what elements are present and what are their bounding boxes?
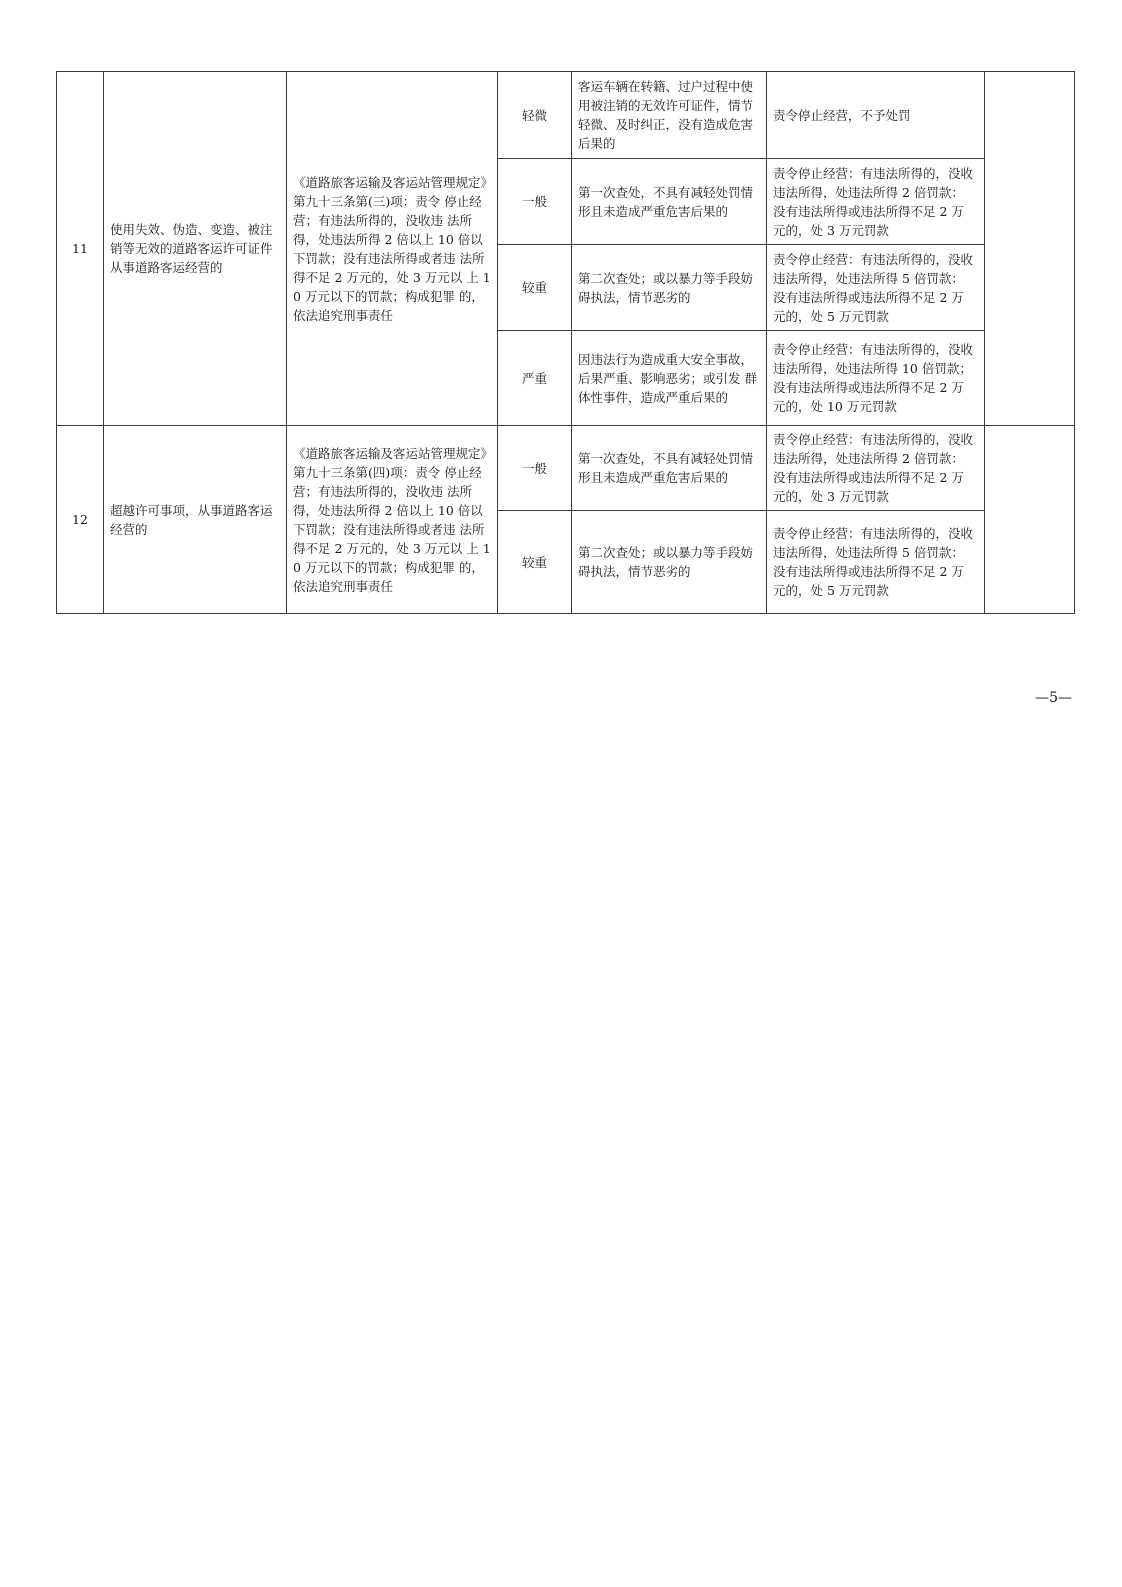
violation-circumstance: 第二次查处；或以暴力等手段妨碍执法，情节恶劣的	[572, 511, 767, 614]
violation-circumstance: 第二次查处；或以暴力等手段妨碍执法，情节恶劣的	[572, 245, 767, 331]
severity-level: 轻微	[498, 72, 572, 159]
severity-level: 较重	[498, 245, 572, 331]
page-number: —5—	[1035, 690, 1072, 706]
table-row	[57, 426, 1075, 511]
table-row	[57, 72, 1075, 159]
penalty-standard: 责令停止经营：有违法所得的，没收违法所得，处违法所得 2 倍罚款： 没有违法所得或违法所得不足 2 万 元的，处 3 万元罚款	[767, 426, 985, 511]
legal-basis: 《道路旅客运输及客运站管理规定》第九十三条第(三)项：责令 停止经营；有违法所得的，没收违 法所得，处违法所得 2 倍以上 10 倍以下罚款；没有违法所得或者违 法所得不足 2 万元的，处 3 万元以 上 10 万元以下的罚款；构成犯罪 的，依法追究刑事责任	[287, 72, 498, 426]
penalty-standard: 责令停止经营：有违法所得的，没收违法所得，处违法所得 10 倍罚款；没有违法所得或违法所得不足 2 万 元的，处 10 万元罚款	[767, 331, 985, 426]
penalty-standard: 责令停止经营，不予处罚	[767, 72, 985, 159]
remarks-cell	[985, 426, 1075, 614]
severity-level: 较重	[498, 511, 572, 614]
violation-circumstance: 第一次查处，不具有减轻处罚情形且未造成严重危害后果的	[572, 426, 767, 511]
violation-circumstance: 因违法行为造成重大安全事故， 后果严重、影响恶劣；或引发 群体性事件，造成严重后果的	[572, 331, 767, 426]
severity-level: 一般	[498, 159, 572, 245]
severity-level: 严重	[498, 331, 572, 426]
item-number: 11	[57, 72, 104, 426]
violation-circumstance: 客运车辆在转籍、过户过程中使用被注销的无效许可证件，情节轻微、及时纠正，没有造成危害后果的	[572, 72, 767, 159]
item-number: 12	[57, 426, 104, 614]
legal-basis: 《道路旅客运输及客运站管理规定》第九十三条第(四)项：责令 停止经营；有违法所得的，没收违 法所得，处违法所得 2 倍以上 10 倍以下罚款；没有违法所得或者违 法所得不足 2 万元的，处 3 万元以 上 10 万元以下的罚款；构成犯罪 的，依法追究刑事责任	[287, 426, 498, 614]
penalty-standard: 责令停止经营：有违法所得的，没收违法所得，处违法所得 5 倍罚款： 没有违法所得或违法所得不足 2 万 元的，处 5 万元罚款	[767, 511, 985, 614]
penalty-standards-table	[56, 71, 1075, 614]
penalty-standard: 责令停止经营：有违法所得的，没收违法所得，处违法所得 2 倍罚款： 没有违法所得或违法所得不足 2 万 元的，处 3 万元罚款	[767, 159, 985, 245]
penalty-standard: 责令停止经营：有违法所得的，没收违法所得，处违法所得 5 倍罚款： 没有违法所得或违法所得不足 2 万 元的，处 5 万元罚款	[767, 245, 985, 331]
severity-level: 一般	[498, 426, 572, 511]
violation-description: 使用失效、伪造、变造、被注 销等无效的道路客运许可证件从事道路客运经营的	[104, 72, 287, 426]
violation-circumstance: 第一次查处，不具有减轻处罚情形且未造成严重危害后果的	[572, 159, 767, 245]
remarks-cell	[985, 72, 1075, 426]
violation-description: 超越许可事项，从事道路客运经营的	[104, 426, 287, 614]
